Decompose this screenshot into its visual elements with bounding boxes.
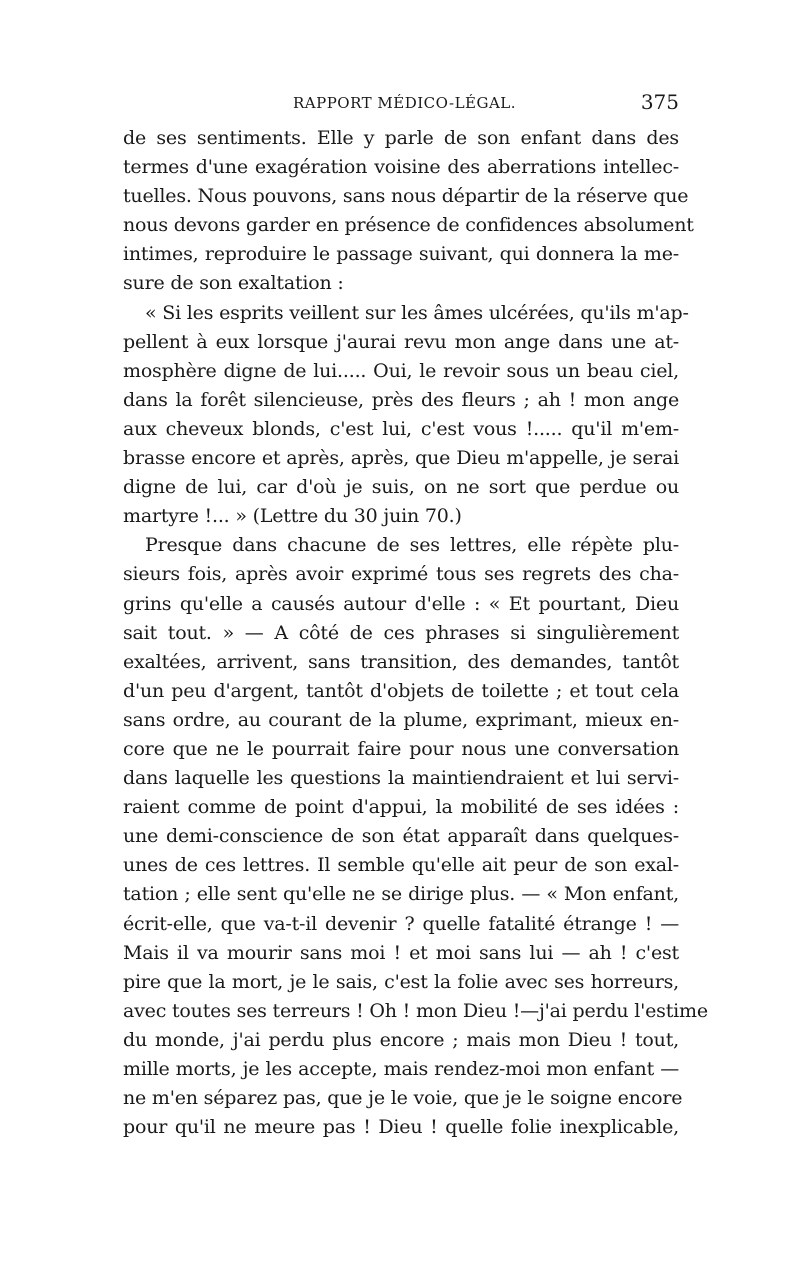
text-line: raient comme de point d'appui, la mobilité de ses idées : [123, 796, 679, 819]
text-line: mille morts, je les accepte, mais rendez-moi mon enfant — [123, 1058, 679, 1080]
text-line: du monde, j'ai perdu plus encore ; mais mon Dieu ! tout, [123, 1028, 679, 1051]
text-line: sure de son exaltation : [123, 272, 344, 295]
text-line: écrit-elle, que va-t-il devenir ? quelle fatalité étrange ! — [123, 912, 679, 935]
running-head [123, 88, 679, 116]
text-line: nous devons garder en présence de confidences absolument [123, 214, 694, 237]
text-line: Presque dans chacune de ses lettres, elle répète plu- [145, 534, 679, 557]
text-line: brasse encore et après, après, que Dieu m'appelle, je serai [123, 447, 679, 470]
text-line: ne m'en séparez pas, que je le voie, que je le soigne encore [123, 1087, 683, 1110]
text-line: tation ; elle sent qu'elle ne se dirige plus. — « Mon enfant, [123, 883, 679, 906]
text-line: unes de ces lettres. Il semble qu'elle ait peur de son exal- [123, 854, 679, 877]
text-line: sans ordre, au courant de la plume, exprimant, mieux en- [123, 708, 679, 731]
text-line: termes d'une exagération voisine des aberrations intellec- [123, 156, 679, 179]
text-line: sieurs fois, après avoir exprimé tous ses regrets des cha- [123, 563, 679, 586]
text-line: mosphère digne de lui..... Oui, le revoir sous un beau ciel, [123, 359, 679, 382]
text-line: grins qu'elle a causés autour d'elle : « Et pourtant, Dieu [123, 592, 679, 615]
text-line: digne de lui, car d'où je suis, on ne sort que perdue ou [123, 476, 679, 499]
text-line: dans la forêt silencieuse, près des fleurs ; ah ! mon ange [123, 388, 679, 411]
running-title: RAPPORT MÉDICO-LÉGAL. [293, 94, 517, 112]
text-line: exaltées, arrivent, sans transition, des demandes, tantôt [123, 650, 679, 673]
text-line: pour qu'il ne meure pas ! Dieu ! quelle folie inexplicable, [123, 1116, 679, 1139]
text-line: de ses sentiments. Elle y parle de son enfant dans des [123, 127, 679, 149]
text-line: martyre !... » (Lettre du 30 juin 70.) [123, 505, 462, 528]
text-line: avec toutes ses terreurs ! Oh ! mon Dieu !—j'ai perdu l'estime [123, 999, 708, 1022]
text-line: intimes, reproduire le passage suivant, qui donnera la me- [123, 243, 679, 266]
text-line: pellent à eux lorsque j'aurai revu mon ange dans une at- [123, 330, 679, 353]
text-line: core que ne le pourrait faire pour nous une conversation [123, 737, 679, 760]
text-line: Mais il va mourir sans moi ! et moi sans lui — ah ! c'est [123, 941, 679, 964]
text-line: tuelles. Nous pouvons, sans nous départir de la réserve que [123, 185, 689, 208]
page-number: 375 [640, 90, 679, 114]
body-text [123, 124, 708, 1142]
text-line: d'un peu d'argent, tantôt d'objets de toilette ; et tout cela [123, 679, 679, 702]
text-line: dans laquelle les questions la maintiendraient et lui servi- [123, 767, 679, 790]
text-line: « Si les esprits veillent sur les âmes ulcérées, qu'ils m'ap- [145, 301, 689, 324]
text-line: sait tout. » — A côté de ces phrases si singulièrement [123, 621, 679, 644]
text-line: pire que la mort, je le sais, c'est la folie avec ses horreurs, [123, 970, 679, 993]
text-line: une demi-conscience de son état apparaît dans quelques- [123, 825, 679, 848]
text-line: aux cheveux blonds, c'est lui, c'est vous !..... qu'il m'em- [123, 417, 679, 440]
